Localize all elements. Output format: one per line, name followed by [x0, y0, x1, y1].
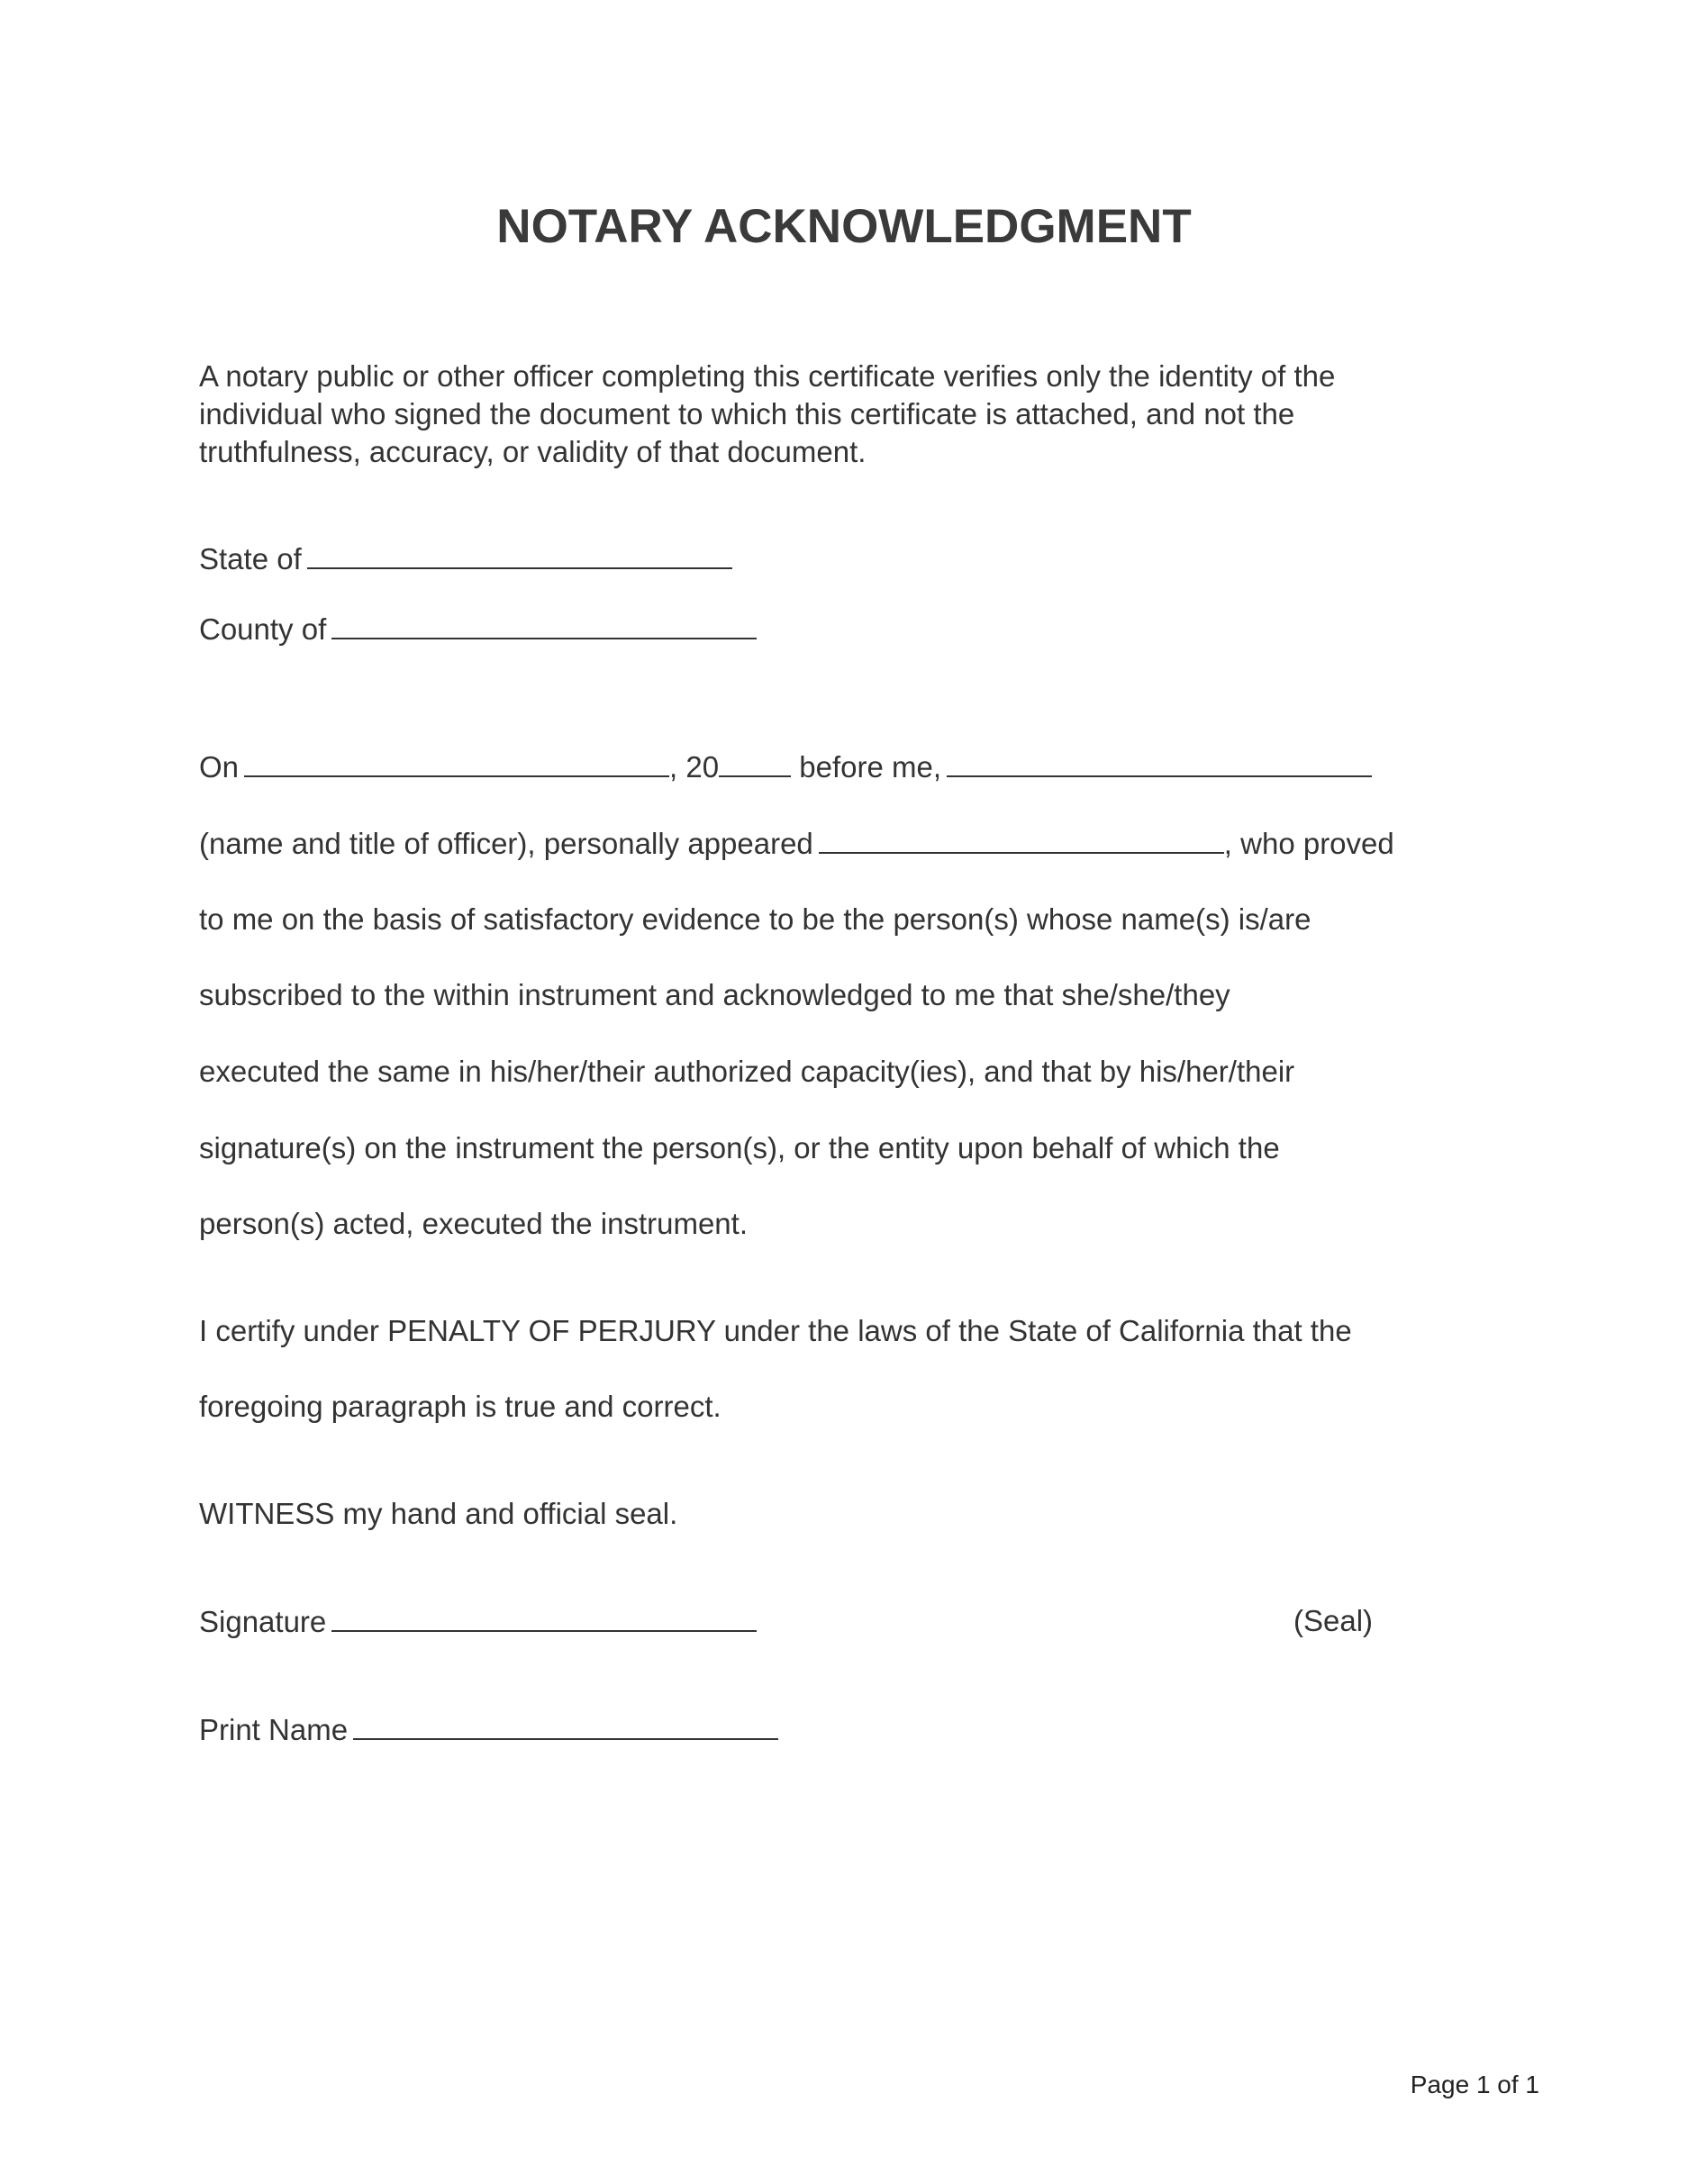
seal-label: (Seal)	[1293, 1604, 1374, 1637]
appeared-label: (name and title of officer), personally appeared	[199, 827, 813, 860]
year-prefix: , 20	[669, 750, 720, 784]
page-number: Page 1 of 1	[1410, 2071, 1539, 2098]
body-line: to me on the basis of satisfactory evidence to be the person(s) whose name(s) is/are	[199, 902, 1311, 936]
state-field[interactable]	[307, 540, 732, 569]
witness-line: WITNESS my hand and official seal.	[199, 1497, 678, 1530]
date-field[interactable]	[244, 748, 669, 777]
county-field[interactable]	[331, 611, 757, 639]
officer-field[interactable]	[947, 748, 1372, 777]
signature-field[interactable]	[331, 1603, 757, 1632]
signer-name-field[interactable]	[819, 825, 1224, 854]
document-title: NOTARY ACKNOWLEDGMENT	[496, 200, 1192, 253]
year-field[interactable]	[719, 748, 791, 777]
body-line: signature(s) on the instrument the person(s), or the entity upon behalf of which the	[199, 1131, 1280, 1164]
intro-line: A notary public or other officer completing this certificate verifies only the identity of the	[199, 359, 1336, 393]
on-label: On	[199, 750, 240, 784]
county-row	[199, 611, 757, 648]
state-label: State of	[199, 542, 302, 575]
intro-line: individual who signed the document to which this certificate is attached, and not the	[199, 397, 1295, 430]
appeared-row	[199, 825, 1394, 862]
body-line: subscribed to the within instrument and acknowledged to me that she/she/they	[199, 978, 1230, 1011]
print-name-row	[199, 1711, 778, 1748]
signature-label: Signature	[199, 1605, 327, 1638]
who-proved-label: , who proved	[1223, 827, 1394, 860]
print-name-field[interactable]	[353, 1711, 778, 1740]
signature-row	[199, 1603, 757, 1640]
intro-line: truthfulness, accuracy, or validity of that document.	[199, 435, 867, 468]
county-label: County of	[199, 612, 327, 646]
certify-line: I certify under PENALTY OF PERJURY under the laws of the State of California that the	[199, 1314, 1352, 1347]
body-line: person(s) acted, executed the instrument.	[199, 1207, 748, 1240]
before-me-label: before me,	[791, 750, 941, 784]
date-row	[199, 748, 1372, 785]
state-row	[199, 540, 732, 577]
certify-line: foregoing paragraph is true and correct.	[199, 1390, 721, 1423]
body-line: executed the same in his/her/their authorized capacity(ies), and that by his/her/their	[199, 1055, 1295, 1088]
print-name-label: Print Name	[199, 1713, 349, 1746]
